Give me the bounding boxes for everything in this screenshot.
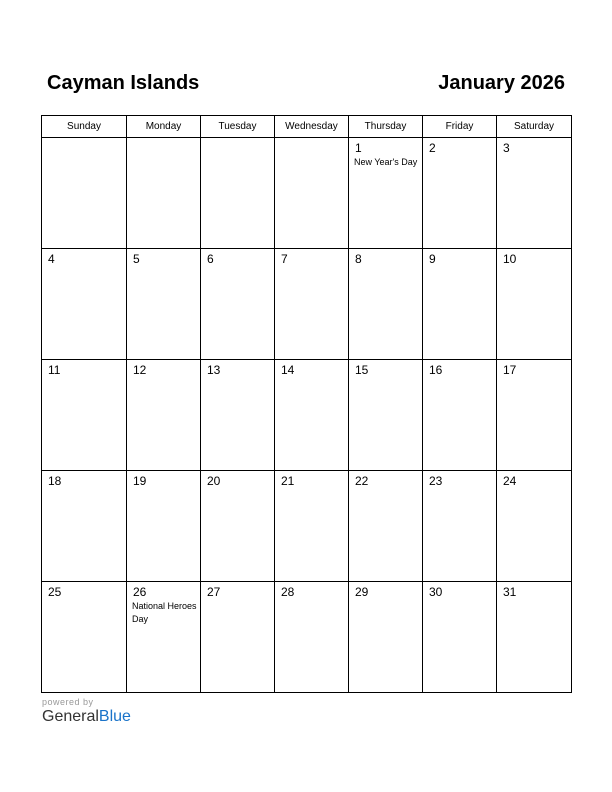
day-cell [42, 138, 127, 249]
day-number: 17 [503, 363, 517, 377]
day-cell [201, 138, 275, 249]
day-number: 21 [281, 474, 295, 488]
day-cell [275, 360, 349, 471]
day-number: 31 [503, 585, 517, 599]
weekday-wednesday: Wednesday [275, 116, 349, 138]
brand-general: General [42, 708, 99, 725]
day-cell [275, 249, 349, 360]
day-cell [42, 249, 127, 360]
brand-logo [42, 708, 131, 726]
weekday-thursday: Thursday [349, 116, 423, 138]
day-number: 13 [207, 363, 221, 377]
brand-blue: Blue [98, 708, 131, 725]
day-cell [423, 138, 497, 249]
day-cell [127, 249, 201, 360]
weekday-saturday: Saturday [497, 116, 572, 138]
day-number: 1 [355, 141, 362, 155]
day-number: 12 [133, 363, 147, 377]
holiday-label: New Year's Day [354, 157, 418, 167]
country-title: Cayman Islands [47, 72, 200, 94]
day-number: 25 [48, 585, 62, 599]
day-cell [423, 360, 497, 471]
day-number: 16 [429, 363, 443, 377]
footer-branding [42, 697, 131, 726]
week-row [42, 249, 572, 360]
week-row [42, 471, 572, 582]
weekday-tuesday: Tuesday [201, 116, 275, 138]
day-number: 7 [281, 252, 288, 266]
day-number: 18 [48, 474, 62, 488]
day-number: 6 [207, 252, 214, 266]
day-number: 11 [48, 363, 61, 377]
day-cell [423, 471, 497, 582]
day-cell [423, 249, 497, 360]
day-cell [349, 249, 423, 360]
week-row [42, 582, 572, 693]
day-number: 29 [355, 585, 369, 599]
day-cell [201, 582, 275, 693]
day-number: 15 [355, 363, 369, 377]
day-cell [497, 138, 572, 249]
day-cell [497, 249, 572, 360]
day-cell [423, 582, 497, 693]
day-cell [201, 249, 275, 360]
week-row [42, 360, 572, 471]
day-number: 4 [48, 252, 55, 266]
day-number: 8 [355, 252, 362, 266]
day-cell [201, 360, 275, 471]
day-number: 9 [429, 252, 436, 266]
week-row [42, 138, 572, 249]
day-cell [497, 471, 572, 582]
day-number: 28 [281, 585, 295, 599]
weekday-header-row [42, 116, 572, 138]
day-cell [42, 582, 127, 693]
day-cell [42, 471, 127, 582]
day-number: 24 [503, 474, 517, 488]
day-cell [42, 360, 127, 471]
weekday-sunday: Sunday [42, 116, 127, 138]
day-cell [497, 360, 572, 471]
day-cell [349, 471, 423, 582]
day-cell [201, 471, 275, 582]
day-number: 19 [133, 474, 147, 488]
day-cell [275, 138, 349, 249]
month-year-title: January 2026 [438, 72, 565, 94]
day-cell [127, 138, 201, 249]
holiday-label: National Heroes Day [132, 601, 197, 624]
day-number: 30 [429, 585, 443, 599]
day-cell [497, 582, 572, 693]
day-number: 3 [503, 141, 510, 155]
day-number: 10 [503, 252, 517, 266]
day-cell [127, 471, 201, 582]
day-cell [349, 582, 423, 693]
day-cell [275, 471, 349, 582]
day-number: 2 [429, 141, 436, 155]
day-number: 5 [133, 252, 140, 266]
calendar-header [47, 72, 565, 98]
weekday-monday: Monday [127, 116, 201, 138]
day-number: 20 [207, 474, 221, 488]
day-number: 22 [355, 474, 369, 488]
day-cell [127, 360, 201, 471]
day-number: 26 [133, 585, 147, 599]
calendar-grid [41, 115, 572, 693]
weekday-friday: Friday [423, 116, 497, 138]
day-cell [349, 360, 423, 471]
day-cell [349, 138, 423, 249]
powered-by-text: powered by [42, 697, 94, 707]
day-number: 27 [207, 585, 221, 599]
day-cell [275, 582, 349, 693]
day-number: 23 [429, 474, 443, 488]
day-cell [127, 582, 201, 693]
day-number: 14 [281, 363, 295, 377]
